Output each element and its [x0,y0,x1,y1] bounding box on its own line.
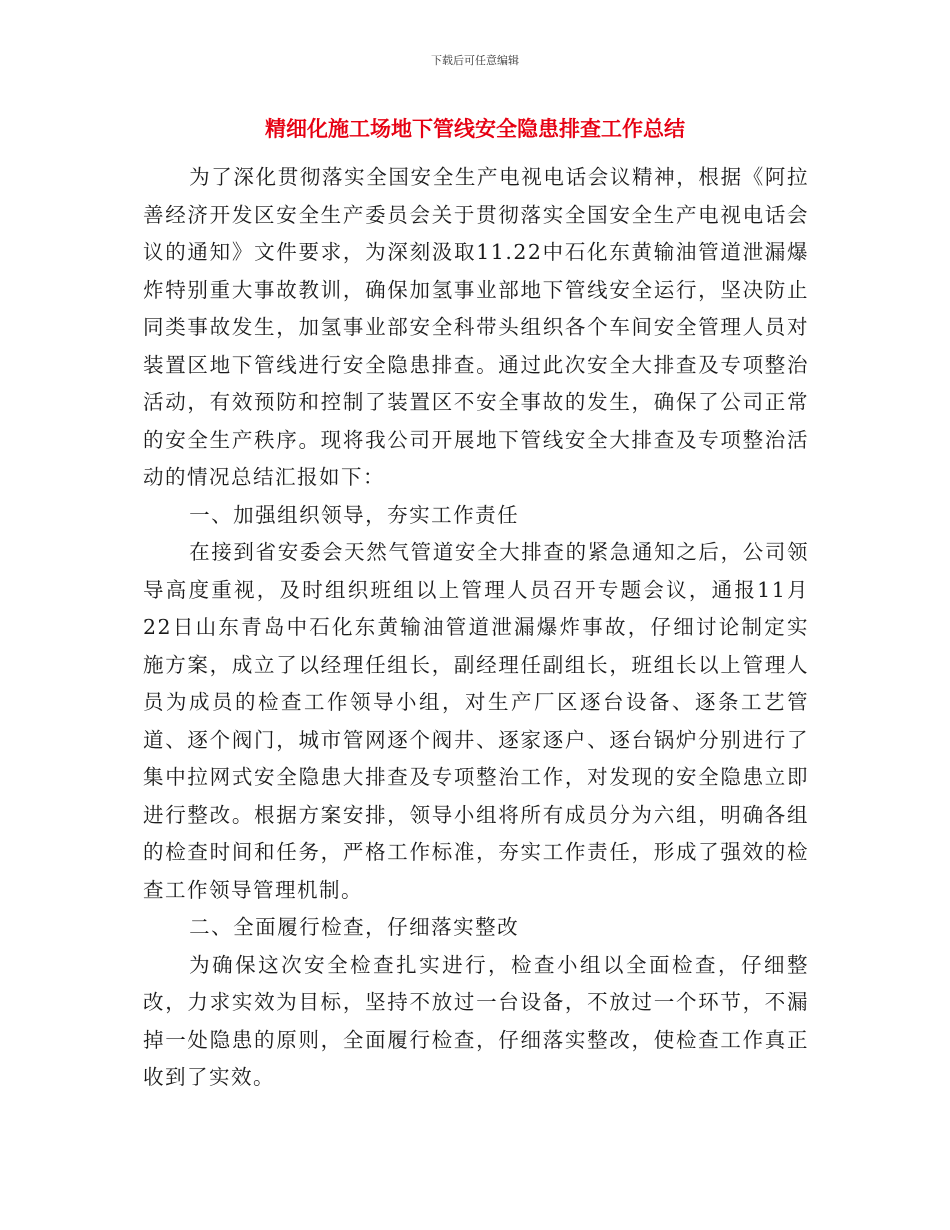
section-heading-2: 二、全面履行检查，仔细落实整改 [189,915,520,939]
paragraph-section-1: 在接到省安委会天然气管道安全大排查的紧急通知之后，公司领导高度重视，及时组织班组以上管理人员召开专题会议，通报11月22日山东青岛中石化东黄输油管道泄漏爆炸事故，仔细讨论制定实施方案，成立了以经理任组长，副经理任副组长，班组长以上管理人员为成员的检查工作领导小组，对生产厂区逐台设备、逐条工艺管道、逐个阀门，城市管网逐个阀井、逐家逐户、逐台锅炉分别进行了集中拉网式安全隐患大排查及专项整治工作，对发现的安全隐患立即进行整改。根据方案安排，领导小组将所有成员分为六组，明确各组的检查时间和任务，严格工作标准，夯实工作责任，形成了强效的检查工作领导管理机制。 [143,540,809,902]
section-heading-1: 一、加强组织领导，夯实工作责任 [189,502,520,527]
paragraph-intro: 为了深化贯彻落实全国安全生产电视电话会议精神，根据《阿拉善经济开发区安全生产委员会关于贯彻落实全国安全生产电视电话会议的通知》文件要求，为深刻汲取11.22中石化东黄输油管道泄漏爆炸特别重大事故教训，确保加氢事业部地下管线安全运行，坚决防止同类事故发生，加氢事业部安全科带头组织各个车间安全管理人员对装置区地下管线进行安全隐患排查。通过此次安全大排查及专项整治活动，有效预防和控制了装置区不安全事故的发生，确保了公司正常的安全生产秩序。现将我公司开展地下管线安全大排查及专项整治活动的情况总结汇报如下： [143,165,809,489]
paragraph-section-2: 为确保这次安全检查扎实进行，检查小组以全面检查，仔细整改，力求实效为目标，坚持不放过一台设备，不放过一个环节，不漏掉一处隐患的原则，全面履行检查，仔细落实整改，使检查工作真正收到了实效。 [143,952,809,1089]
header-note: 下载后可任意编辑 [431,54,519,67]
document-title: 精细化施工场地下管线安全隐患排查工作总结 [265,117,685,141]
document-body [143,159,809,1097]
